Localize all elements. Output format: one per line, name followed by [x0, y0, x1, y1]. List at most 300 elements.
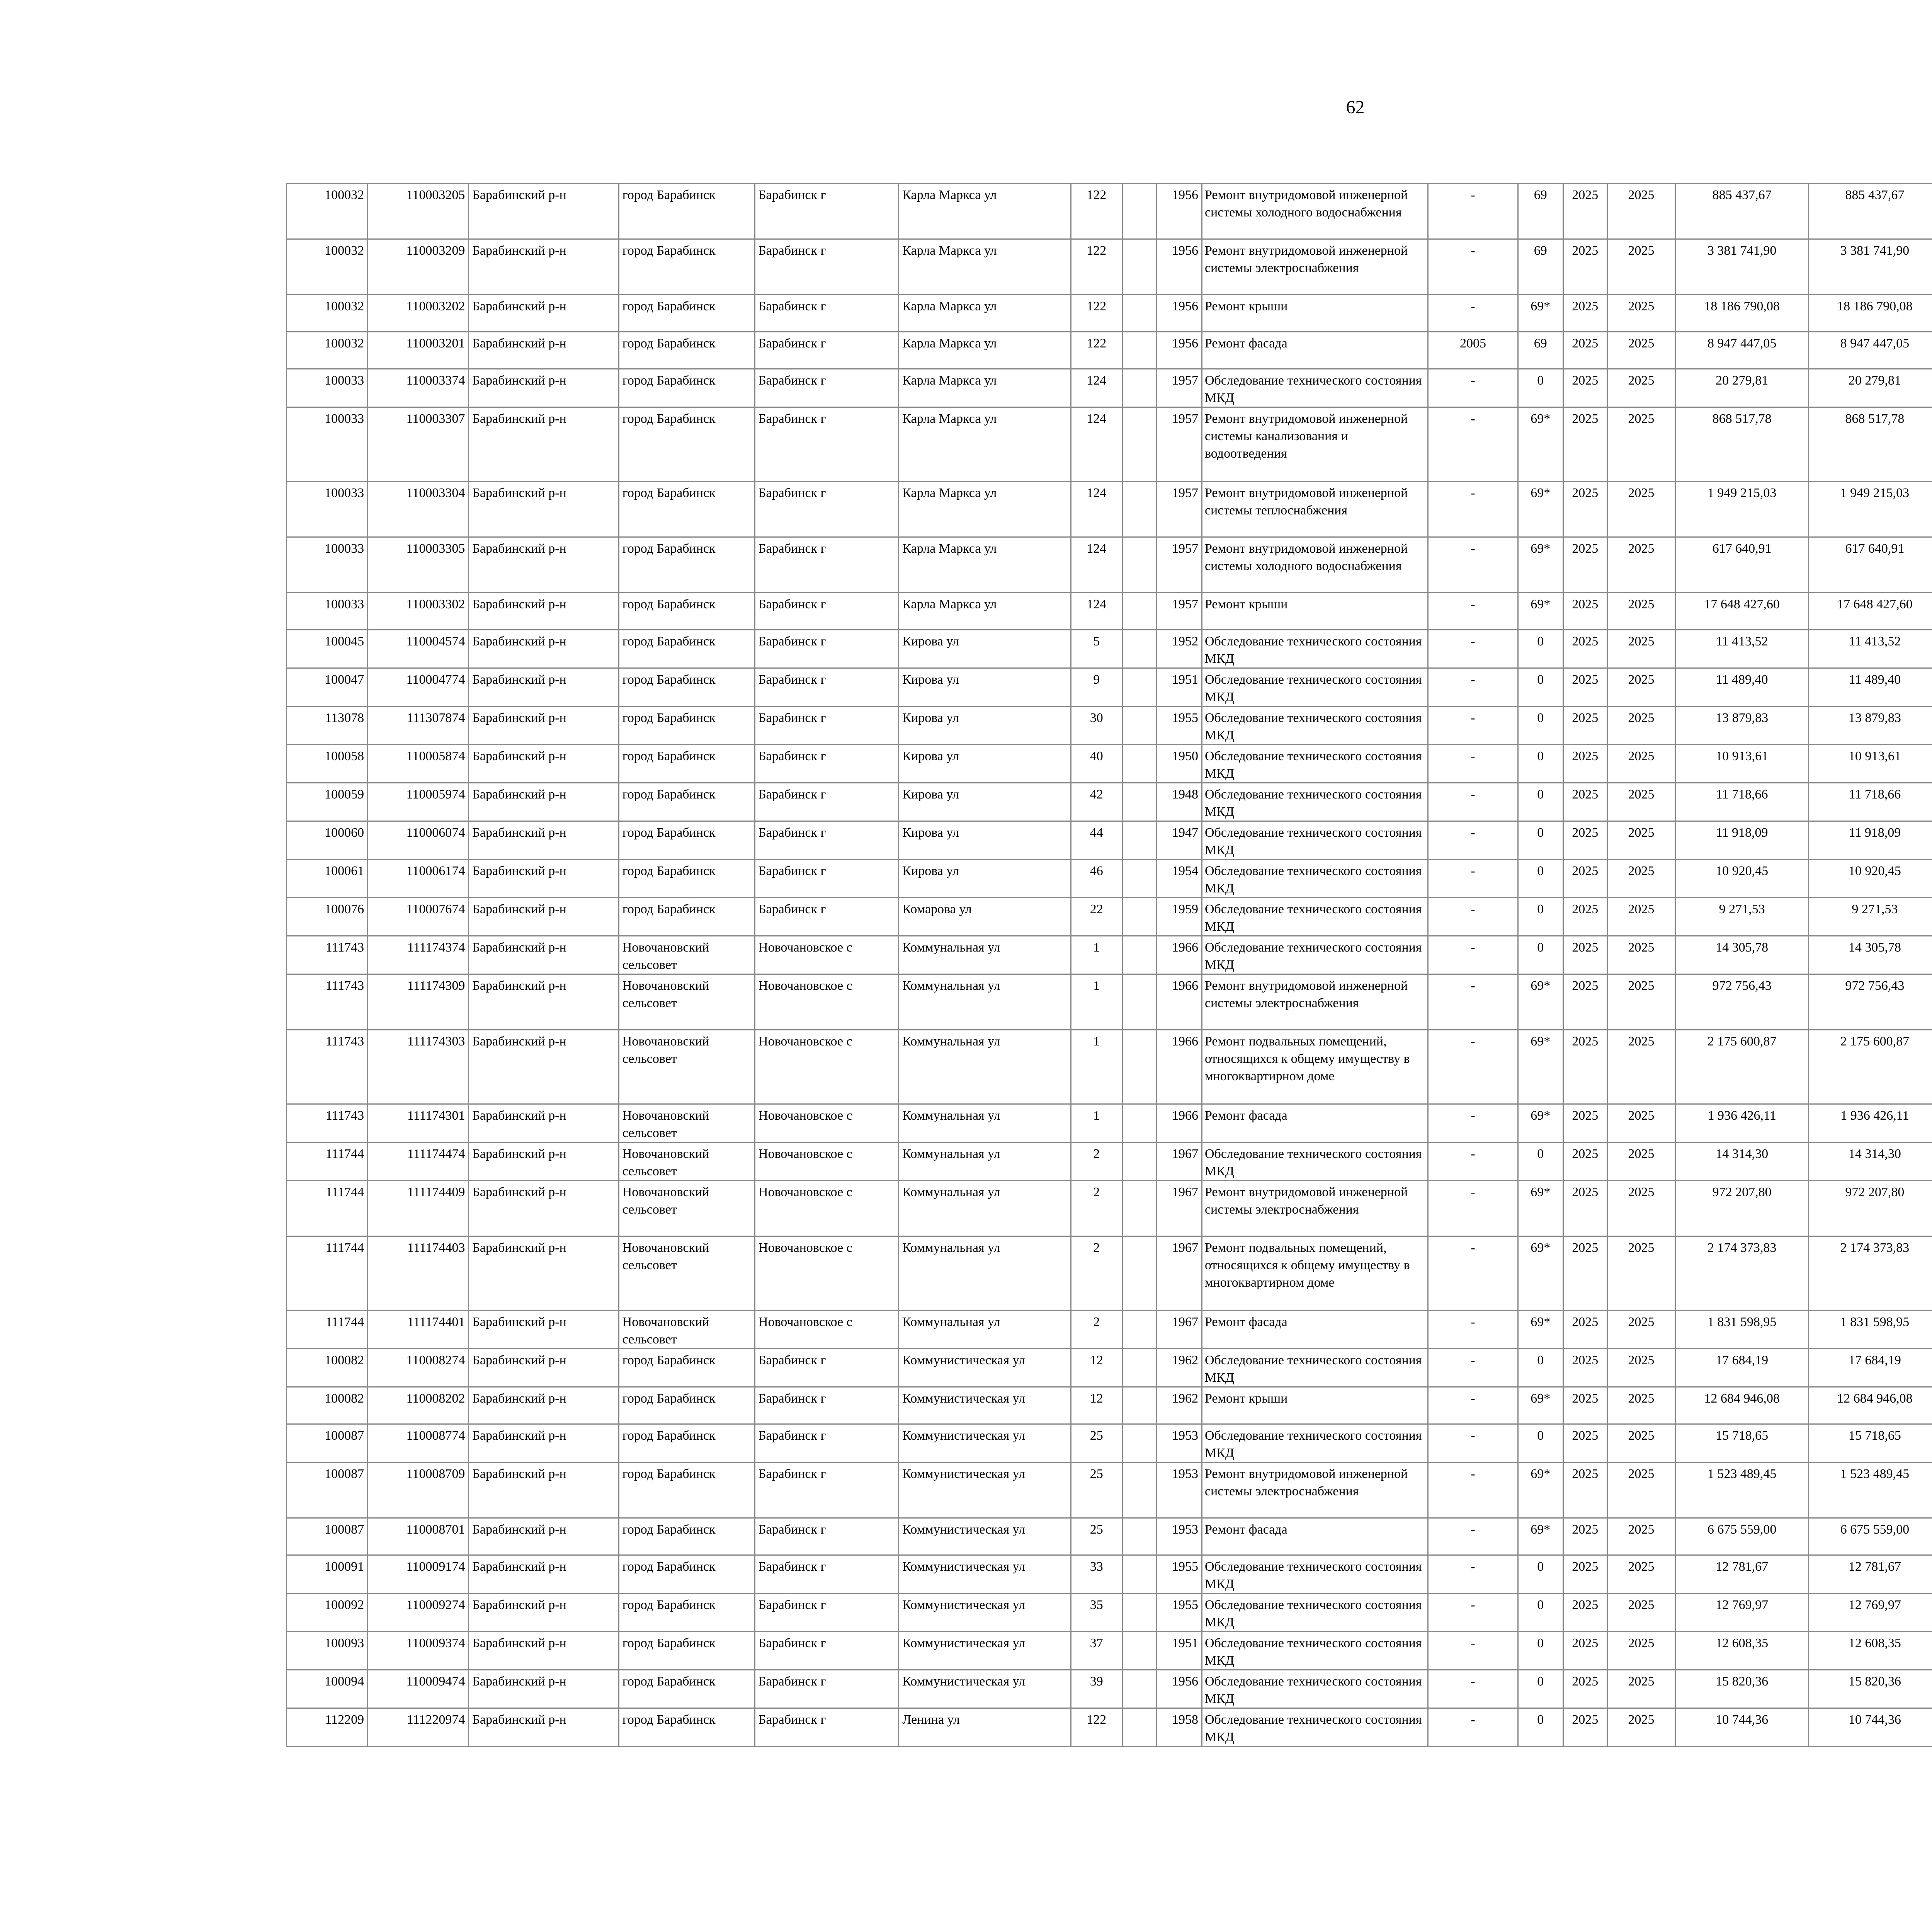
cell-locality: Барабинск г — [755, 821, 899, 860]
cell-municipality: Новочановский сельсовет — [619, 1181, 755, 1236]
cell-district: Барабинский р-н — [469, 332, 619, 369]
cell-work-id: 110009274 — [368, 1594, 469, 1632]
cell-street: Кирова ул — [899, 745, 1071, 783]
cell-cost-total-sources: 1 949 215,03 — [1809, 482, 1932, 537]
cell-work-type: Ремонт внутридомовой инженерной системы электроснабжения — [1202, 1181, 1428, 1236]
cell-locality: Новочановское с — [755, 974, 899, 1030]
cell-cost-total-sources: 9 271,53 — [1809, 898, 1932, 936]
cell-street: Кирова ул — [899, 668, 1071, 707]
cell-street: Коммунистическая ул — [899, 1349, 1071, 1387]
cell-municipality: город Барабинск — [619, 332, 755, 369]
cell-cost-total-sources: 14 305,78 — [1809, 936, 1932, 974]
cell-building — [1122, 707, 1156, 745]
cell-year-built: 1957 — [1156, 482, 1202, 537]
cell-street: Коммунистическая ул — [899, 1424, 1071, 1462]
cell-prev-repair-year: - — [1428, 974, 1518, 1030]
cell-prev-repair-year: - — [1428, 1349, 1518, 1387]
cell-municipality: город Барабинск — [619, 482, 755, 537]
cell-wear-percent: 69* — [1518, 295, 1563, 332]
cell-total-cost: 972 207,80 — [1675, 1181, 1808, 1236]
cell-year-start: 2025 — [1563, 295, 1607, 332]
cell-wear-percent: 0 — [1518, 1142, 1563, 1181]
cell-year-built: 1957 — [1156, 407, 1202, 482]
cell-wear-percent: 69* — [1518, 1387, 1563, 1424]
cell-locality: Барабинск г — [755, 783, 899, 821]
cell-locality: Новочановское с — [755, 1104, 899, 1142]
cell-district: Барабинский р-н — [469, 1236, 619, 1311]
cell-year-end: 2025 — [1607, 1555, 1675, 1594]
cell-wear-percent: 69* — [1518, 1030, 1563, 1104]
cell-year-end: 2025 — [1607, 707, 1675, 745]
cell-house-number: 44 — [1071, 821, 1122, 860]
cell-street: Комарова ул — [899, 898, 1071, 936]
cell-work-type: Ремонт внутридомовой инженерной системы электроснабжения — [1202, 974, 1428, 1030]
cell-house-number: 1 — [1071, 1104, 1122, 1142]
cell-work-id: 110003307 — [368, 407, 469, 482]
cell-locality: Новочановское с — [755, 1181, 899, 1236]
cell-district: Барабинский р-н — [469, 745, 619, 783]
cell-locality: Барабинск г — [755, 1387, 899, 1424]
cell-work-type: Ремонт фасада — [1202, 1104, 1428, 1142]
cell-wear-percent: 0 — [1518, 821, 1563, 860]
cell-year-built: 1966 — [1156, 936, 1202, 974]
cell-work-type: Обследование технического состояния МКД — [1202, 1424, 1428, 1462]
cell-year-end: 2025 — [1607, 936, 1675, 974]
cell-work-id: 110003209 — [368, 239, 469, 295]
cell-building — [1122, 1030, 1156, 1104]
cell-house-number: 33 — [1071, 1555, 1122, 1594]
cell-house-number: 124 — [1071, 537, 1122, 593]
cell-year-start: 2025 — [1563, 1181, 1607, 1236]
cell-cost-total-sources: 12 684 946,08 — [1809, 1387, 1932, 1424]
table-row — [287, 707, 1932, 745]
cell-building — [1122, 1349, 1156, 1387]
cell-prev-repair-year: - — [1428, 1555, 1518, 1594]
cell-locality: Барабинск г — [755, 1632, 899, 1670]
cell-municipality: город Барабинск — [619, 821, 755, 860]
cell-district: Барабинский р-н — [469, 1030, 619, 1104]
cell-municipality: город Барабинск — [619, 239, 755, 295]
cell-locality: Барабинск г — [755, 369, 899, 407]
cell-municipality: город Барабинск — [619, 1349, 755, 1387]
cell-work-type: Ремонт фасада — [1202, 332, 1428, 369]
cell-prev-repair-year: - — [1428, 936, 1518, 974]
cell-work-id: 111174301 — [368, 1104, 469, 1142]
cell-object-id: 100061 — [287, 860, 368, 898]
table-row — [287, 1424, 1932, 1462]
cell-year-start: 2025 — [1563, 407, 1607, 482]
cell-work-type: Обследование технического состояния МКД — [1202, 821, 1428, 860]
cell-object-id: 100033 — [287, 482, 368, 537]
cell-street: Коммунистическая ул — [899, 1594, 1071, 1632]
cell-cost-total-sources: 1 831 598,95 — [1809, 1311, 1932, 1349]
cell-wear-percent: 0 — [1518, 369, 1563, 407]
cell-prev-repair-year: - — [1428, 537, 1518, 593]
cell-district: Барабинский р-н — [469, 668, 619, 707]
cell-district: Барабинский р-н — [469, 860, 619, 898]
cell-locality: Барабинск г — [755, 1462, 899, 1518]
cell-year-built: 1959 — [1156, 898, 1202, 936]
cell-year-end: 2025 — [1607, 1104, 1675, 1142]
cell-object-id: 111744 — [287, 1142, 368, 1181]
cell-year-end: 2025 — [1607, 974, 1675, 1030]
cell-year-end: 2025 — [1607, 1670, 1675, 1708]
cell-year-start: 2025 — [1563, 1632, 1607, 1670]
cell-year-end: 2025 — [1607, 1387, 1675, 1424]
cell-object-id: 100047 — [287, 668, 368, 707]
cell-locality: Барабинск г — [755, 407, 899, 482]
cell-district: Барабинский р-н — [469, 1670, 619, 1708]
cell-total-cost: 12 608,35 — [1675, 1632, 1808, 1670]
cell-locality: Барабинск г — [755, 332, 899, 369]
cell-municipality: Новочановский сельсовет — [619, 1030, 755, 1104]
cell-year-start: 2025 — [1563, 668, 1607, 707]
cell-total-cost: 11 413,52 — [1675, 630, 1808, 668]
cell-total-cost: 1 831 598,95 — [1675, 1311, 1808, 1349]
cell-year-start: 2025 — [1563, 1670, 1607, 1708]
cell-work-id: 111174403 — [368, 1236, 469, 1311]
cell-wear-percent: 69* — [1518, 537, 1563, 593]
cell-building — [1122, 936, 1156, 974]
cell-street: Карла Маркса ул — [899, 593, 1071, 630]
cell-municipality: город Барабинск — [619, 1387, 755, 1424]
cell-wear-percent: 69* — [1518, 593, 1563, 630]
cell-district: Барабинский р-н — [469, 1181, 619, 1236]
cell-district: Барабинский р-н — [469, 1555, 619, 1594]
cell-cost-total-sources: 10 913,61 — [1809, 745, 1932, 783]
cell-work-type: Ремонт крыши — [1202, 1387, 1428, 1424]
cell-cost-total-sources: 2 175 600,87 — [1809, 1030, 1932, 1104]
cell-work-id: 110003374 — [368, 369, 469, 407]
cell-year-end: 2025 — [1607, 184, 1675, 239]
cell-municipality: город Барабинск — [619, 593, 755, 630]
cell-municipality: город Барабинск — [619, 369, 755, 407]
cell-work-type: Обследование технического состояния МКД — [1202, 745, 1428, 783]
cell-year-built: 1947 — [1156, 821, 1202, 860]
cell-year-built: 1966 — [1156, 1104, 1202, 1142]
cell-locality: Барабинск г — [755, 668, 899, 707]
cell-total-cost: 14 305,78 — [1675, 936, 1808, 974]
cell-year-start: 2025 — [1563, 1349, 1607, 1387]
cell-cost-total-sources: 1 936 426,11 — [1809, 1104, 1932, 1142]
cell-house-number: 25 — [1071, 1518, 1122, 1555]
table-row — [287, 630, 1932, 668]
cell-object-id: 111744 — [287, 1311, 368, 1349]
cell-work-type: Ремонт фасада — [1202, 1311, 1428, 1349]
cell-house-number: 124 — [1071, 369, 1122, 407]
cell-object-id: 100033 — [287, 593, 368, 630]
cell-object-id: 100058 — [287, 745, 368, 783]
cell-year-built: 1955 — [1156, 1555, 1202, 1594]
cell-prev-repair-year: - — [1428, 1632, 1518, 1670]
cell-building — [1122, 1555, 1156, 1594]
cell-year-end: 2025 — [1607, 1142, 1675, 1181]
cell-work-id: 110008202 — [368, 1387, 469, 1424]
register-table — [286, 183, 1932, 1747]
cell-municipality: город Барабинск — [619, 537, 755, 593]
cell-work-id: 110009174 — [368, 1555, 469, 1594]
cell-work-type: Ремонт внутридомовой инженерной системы холодного водоснабжения — [1202, 184, 1428, 239]
cell-total-cost: 12 781,67 — [1675, 1555, 1808, 1594]
cell-municipality: Новочановский сельсовет — [619, 974, 755, 1030]
cell-prev-repair-year: - — [1428, 184, 1518, 239]
cell-work-id: 110009374 — [368, 1632, 469, 1670]
cell-year-built: 1954 — [1156, 860, 1202, 898]
cell-locality: Барабинск г — [755, 1670, 899, 1708]
cell-municipality: Новочановский сельсовет — [619, 1236, 755, 1311]
cell-prev-repair-year: - — [1428, 630, 1518, 668]
cell-work-type: Ремонт фасада — [1202, 1518, 1428, 1555]
cell-house-number: 122 — [1071, 295, 1122, 332]
cell-street: Кирова ул — [899, 821, 1071, 860]
cell-year-end: 2025 — [1607, 482, 1675, 537]
cell-object-id: 100082 — [287, 1387, 368, 1424]
cell-building — [1122, 1462, 1156, 1518]
cell-building — [1122, 537, 1156, 593]
cell-municipality: город Барабинск — [619, 783, 755, 821]
cell-total-cost: 17 648 427,60 — [1675, 593, 1808, 630]
cell-work-id: 111174401 — [368, 1311, 469, 1349]
cell-work-id: 110008774 — [368, 1424, 469, 1462]
cell-object-id: 100033 — [287, 407, 368, 482]
cell-total-cost: 18 186 790,08 — [1675, 295, 1808, 332]
cell-year-start: 2025 — [1563, 745, 1607, 783]
cell-street: Карла Маркса ул — [899, 482, 1071, 537]
cell-work-type: Обследование технического состояния МКД — [1202, 1670, 1428, 1708]
cell-prev-repair-year: - — [1428, 1142, 1518, 1181]
cell-street: Карла Маркса ул — [899, 332, 1071, 369]
cell-building — [1122, 1387, 1156, 1424]
table-row — [287, 295, 1932, 332]
cell-district: Барабинский р-н — [469, 707, 619, 745]
cell-object-id: 100032 — [287, 295, 368, 332]
table-row — [287, 1518, 1932, 1555]
cell-year-built: 1957 — [1156, 369, 1202, 407]
cell-wear-percent: 0 — [1518, 1594, 1563, 1632]
cell-total-cost: 868 517,78 — [1675, 407, 1808, 482]
cell-house-number: 2 — [1071, 1311, 1122, 1349]
cell-house-number: 25 — [1071, 1424, 1122, 1462]
cell-total-cost: 14 314,30 — [1675, 1142, 1808, 1181]
cell-work-type: Обследование технического состояния МКД — [1202, 783, 1428, 821]
cell-prev-repair-year: - — [1428, 707, 1518, 745]
cell-cost-total-sources: 6 675 559,00 — [1809, 1518, 1932, 1555]
cell-work-id: 110004574 — [368, 630, 469, 668]
cell-street: Кирова ул — [899, 860, 1071, 898]
cell-year-start: 2025 — [1563, 860, 1607, 898]
cell-work-type: Ремонт подвальных помещений, относящихся к общему имуществу в многоквартирном доме — [1202, 1236, 1428, 1311]
cell-year-end: 2025 — [1607, 332, 1675, 369]
cell-house-number: 1 — [1071, 936, 1122, 974]
cell-object-id: 111743 — [287, 974, 368, 1030]
cell-year-built: 1962 — [1156, 1349, 1202, 1387]
cell-locality: Барабинск г — [755, 1518, 899, 1555]
cell-municipality: город Барабинск — [619, 1462, 755, 1518]
table-row — [287, 1555, 1932, 1594]
table-row — [287, 184, 1932, 239]
table-row — [287, 668, 1932, 707]
cell-object-id: 111744 — [287, 1236, 368, 1311]
cell-building — [1122, 239, 1156, 295]
cell-prev-repair-year: - — [1428, 1462, 1518, 1518]
cell-municipality: город Барабинск — [619, 1632, 755, 1670]
cell-year-start: 2025 — [1563, 1030, 1607, 1104]
cell-total-cost: 11 718,66 — [1675, 783, 1808, 821]
cell-street: Коммунальная ул — [899, 1030, 1071, 1104]
cell-object-id: 100060 — [287, 821, 368, 860]
cell-wear-percent: 0 — [1518, 668, 1563, 707]
table-row — [287, 860, 1932, 898]
cell-year-built: 1962 — [1156, 1387, 1202, 1424]
cell-year-end: 2025 — [1607, 295, 1675, 332]
cell-total-cost: 10 744,36 — [1675, 1708, 1808, 1747]
cell-work-id: 110003201 — [368, 332, 469, 369]
cell-district: Барабинский р-н — [469, 1142, 619, 1181]
cell-work-id: 110006074 — [368, 821, 469, 860]
cell-year-start: 2025 — [1563, 783, 1607, 821]
table-row — [287, 821, 1932, 860]
cell-work-id: 110003305 — [368, 537, 469, 593]
cell-work-type: Обследование технического состояния МКД — [1202, 1142, 1428, 1181]
cell-year-built: 1966 — [1156, 974, 1202, 1030]
cell-year-built: 1967 — [1156, 1311, 1202, 1349]
cell-total-cost: 15 820,36 — [1675, 1670, 1808, 1708]
cell-district: Барабинский р-н — [469, 369, 619, 407]
cell-street: Коммунистическая ул — [899, 1387, 1071, 1424]
cell-cost-total-sources: 12 781,67 — [1809, 1555, 1932, 1594]
cell-cost-total-sources: 17 648 427,60 — [1809, 593, 1932, 630]
cell-work-type: Обследование технического состояния МКД — [1202, 668, 1428, 707]
cell-year-start: 2025 — [1563, 1424, 1607, 1462]
cell-work-id: 110008274 — [368, 1349, 469, 1387]
cell-wear-percent: 0 — [1518, 1708, 1563, 1747]
cell-year-built: 1951 — [1156, 1632, 1202, 1670]
cell-object-id: 100091 — [287, 1555, 368, 1594]
cell-year-built: 1953 — [1156, 1462, 1202, 1518]
cell-prev-repair-year: - — [1428, 1594, 1518, 1632]
cell-municipality: Новочановский сельсовет — [619, 1104, 755, 1142]
cell-year-end: 2025 — [1607, 821, 1675, 860]
cell-district: Барабинский р-н — [469, 537, 619, 593]
cell-locality: Барабинск г — [755, 482, 899, 537]
cell-year-built: 1948 — [1156, 783, 1202, 821]
cell-building — [1122, 482, 1156, 537]
cell-work-id: 110005874 — [368, 745, 469, 783]
cell-building — [1122, 1424, 1156, 1462]
cell-total-cost: 10 920,45 — [1675, 860, 1808, 898]
cell-district: Барабинский р-н — [469, 593, 619, 630]
cell-street: Коммунальная ул — [899, 974, 1071, 1030]
cell-prev-repair-year: - — [1428, 407, 1518, 482]
cell-year-start: 2025 — [1563, 974, 1607, 1030]
cell-building — [1122, 783, 1156, 821]
cell-object-id: 100059 — [287, 783, 368, 821]
cell-cost-total-sources: 13 879,83 — [1809, 707, 1932, 745]
cell-street: Карла Маркса ул — [899, 184, 1071, 239]
cell-building — [1122, 821, 1156, 860]
cell-year-start: 2025 — [1563, 1708, 1607, 1747]
cell-work-type: Ремонт крыши — [1202, 295, 1428, 332]
cell-district: Барабинский р-н — [469, 783, 619, 821]
cell-year-end: 2025 — [1607, 898, 1675, 936]
cell-cost-total-sources: 17 684,19 — [1809, 1349, 1932, 1387]
cell-cost-total-sources: 868 517,78 — [1809, 407, 1932, 482]
table-row — [287, 593, 1932, 630]
cell-year-end: 2025 — [1607, 537, 1675, 593]
cell-street: Кирова ул — [899, 707, 1071, 745]
cell-municipality: город Барабинск — [619, 707, 755, 745]
cell-street: Кирова ул — [899, 783, 1071, 821]
cell-locality: Барабинск г — [755, 1555, 899, 1594]
cell-work-id: 110003205 — [368, 184, 469, 239]
cell-locality: Новочановское с — [755, 1030, 899, 1104]
cell-wear-percent: 0 — [1518, 783, 1563, 821]
cell-municipality: город Барабинск — [619, 1518, 755, 1555]
cell-house-number: 122 — [1071, 184, 1122, 239]
cell-building — [1122, 974, 1156, 1030]
cell-wear-percent: 69* — [1518, 1104, 1563, 1142]
cell-object-id: 100033 — [287, 369, 368, 407]
cell-work-id: 111174303 — [368, 1030, 469, 1104]
cell-wear-percent: 69* — [1518, 1462, 1563, 1518]
cell-house-number: 122 — [1071, 1708, 1122, 1747]
cell-work-id: 110008701 — [368, 1518, 469, 1555]
cell-year-end: 2025 — [1607, 783, 1675, 821]
cell-object-id: 100033 — [287, 537, 368, 593]
cell-building — [1122, 1518, 1156, 1555]
cell-total-cost: 6 675 559,00 — [1675, 1518, 1808, 1555]
cell-street: Коммунистическая ул — [899, 1518, 1071, 1555]
cell-street: Карла Маркса ул — [899, 239, 1071, 295]
cell-total-cost: 972 756,43 — [1675, 974, 1808, 1030]
cell-municipality: город Барабинск — [619, 745, 755, 783]
cell-prev-repair-year: - — [1428, 783, 1518, 821]
cell-cost-total-sources: 15 820,36 — [1809, 1670, 1932, 1708]
cell-year-built: 1955 — [1156, 707, 1202, 745]
cell-wear-percent: 69 — [1518, 184, 1563, 239]
table-row — [287, 1708, 1932, 1747]
cell-year-start: 2025 — [1563, 1142, 1607, 1181]
cell-house-number: 40 — [1071, 745, 1122, 783]
cell-cost-total-sources: 11 413,52 — [1809, 630, 1932, 668]
cell-building — [1122, 668, 1156, 707]
cell-locality: Новочановское с — [755, 1142, 899, 1181]
cell-object-id: 112209 — [287, 1708, 368, 1747]
cell-building — [1122, 1708, 1156, 1747]
cell-wear-percent: 69* — [1518, 1236, 1563, 1311]
cell-wear-percent: 0 — [1518, 1349, 1563, 1387]
cell-work-type: Обследование технического состояния МКД — [1202, 1594, 1428, 1632]
cell-prev-repair-year: - — [1428, 295, 1518, 332]
table-row — [287, 239, 1932, 295]
cell-year-start: 2025 — [1563, 821, 1607, 860]
cell-year-start: 2025 — [1563, 332, 1607, 369]
cell-prev-repair-year: - — [1428, 1236, 1518, 1311]
table-row — [287, 1311, 1932, 1349]
cell-house-number: 124 — [1071, 482, 1122, 537]
cell-wear-percent: 69* — [1518, 1311, 1563, 1349]
cell-prev-repair-year: - — [1428, 821, 1518, 860]
cell-year-start: 2025 — [1563, 369, 1607, 407]
cell-house-number: 12 — [1071, 1349, 1122, 1387]
cell-object-id: 100087 — [287, 1424, 368, 1462]
cell-work-type: Обследование технического состояния МКД — [1202, 1349, 1428, 1387]
cell-work-type: Обследование технического состояния МКД — [1202, 1632, 1428, 1670]
cell-year-start: 2025 — [1563, 630, 1607, 668]
cell-municipality: город Барабинск — [619, 1424, 755, 1462]
cell-year-built: 1950 — [1156, 745, 1202, 783]
cell-object-id: 100094 — [287, 1670, 368, 1708]
